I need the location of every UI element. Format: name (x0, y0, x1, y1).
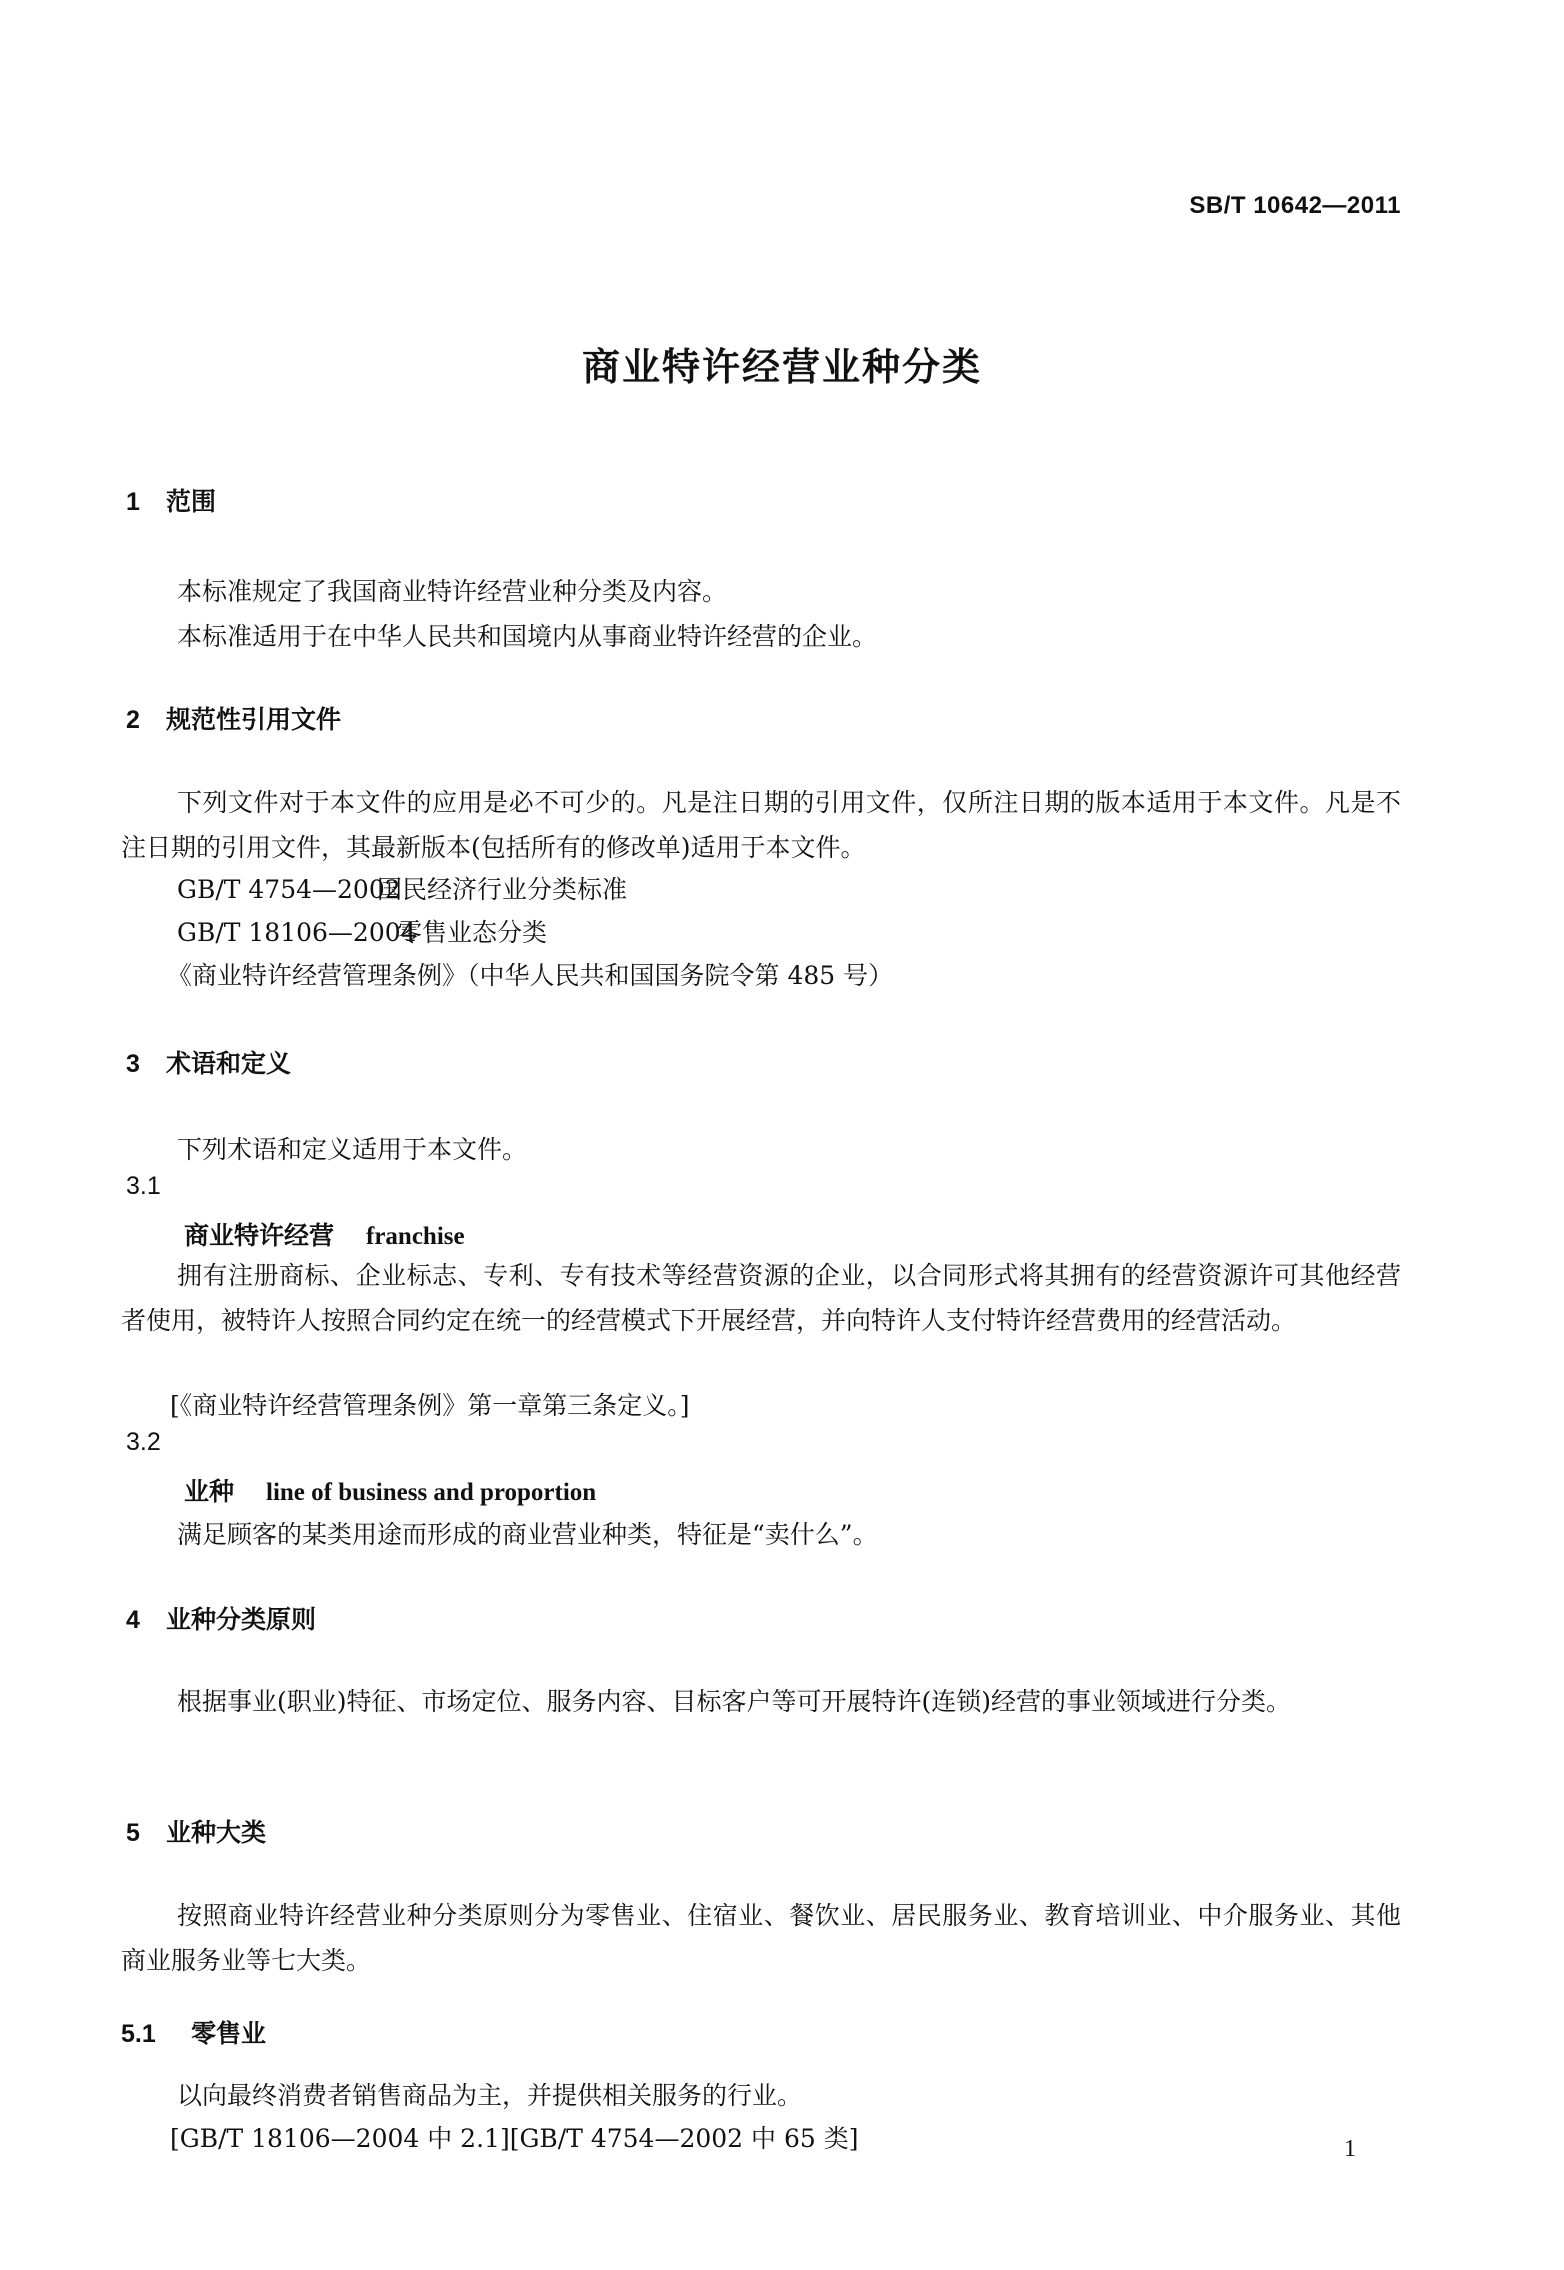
term-name: 业种 (184, 1477, 235, 1506)
reference-code: GB/T 18106—2004 (177, 918, 417, 947)
term-name: 商业特许经营 (184, 1221, 335, 1250)
term-source: [《商业特许经营管理条例》第一章第三条定义。] (170, 1391, 690, 1420)
section-number: 5 (126, 1819, 140, 1847)
subsection-title: 零售业 (191, 2019, 267, 2048)
document-title: 商业特许经营业种分类 (581, 345, 982, 389)
standard-number: SB/T 10642—2011 (1189, 192, 1401, 219)
term-definition: 满足顾客的某类用途而形成的商业营业种类，特征是“卖什么”。 (177, 1520, 878, 1549)
reference-item (177, 913, 547, 949)
section-2-intro: 下列文件对于本文件的应用是必不可少的。凡是注日期的引用文件，仅所注日期的版本适用于本文件。凡是不注日期的引用文件，其最新版本(包括所有的修改单)适用于本文件。 (121, 788, 1401, 862)
subsection-5-1-paragraph: 以向最终消费者销售商品为主，并提供相关服务的行业。 (177, 2081, 803, 2110)
term-english: line of business and proportion (266, 1479, 597, 1506)
section-3-intro: 下列术语和定义适用于本文件。 (177, 1135, 528, 1164)
section-1-paragraph-1: 本标准规定了我国商业特许经营业种分类及内容。 (177, 577, 728, 606)
section-5-paragraph: 按照商业特许经营业种分类原则分为零售业、住宿业、餐饮业、居民服务业、教育培训业、中介服务业、其他商业服务业等七大类。 (121, 1901, 1401, 1975)
reference-name: 零售业态分类 (397, 918, 548, 947)
section-title: 规范性引用文件 (166, 705, 342, 734)
page-number: 1 (1344, 2136, 1356, 2162)
section-2-heading (126, 700, 341, 736)
section-number: 1 (126, 488, 140, 516)
term-entry (184, 1472, 596, 1508)
reference-item: 《商业特许经营管理条例》（中华人民共和国国务院令第 485 号） (167, 961, 894, 990)
section-title: 范围 (166, 487, 217, 516)
section-number: 3 (126, 1050, 140, 1078)
section-1-heading (126, 482, 216, 518)
term-number: 3.1 (126, 1172, 161, 1200)
section-5-heading (126, 1813, 266, 1849)
reference-item (177, 870, 627, 906)
section-title: 术语和定义 (166, 1049, 292, 1078)
section-title: 业种分类原则 (166, 1605, 317, 1634)
term-number: 3.2 (126, 1428, 161, 1456)
subsection-5-1-heading (121, 2014, 266, 2050)
subsection-5-1-source: [GB/T 18106—2004 中 2.1][GB/T 4754—2002 中 65 类] (170, 2124, 859, 2153)
term-definition: 拥有注册商标、企业标志、专利、专有技术等经营资源的企业，以合同形式将其拥有的经营资源许可其他经营者使用，被特许人按照合同约定在统一的经营模式下开展经营，并向特许人支付特许经营费用的经营活动。 (121, 1261, 1401, 1335)
reference-code: GB/T 4754—2002 (177, 875, 401, 904)
section-title: 业种大类 (166, 1818, 267, 1847)
reference-name: 国民经济行业分类标准 (377, 875, 628, 904)
subsection-number: 5.1 (121, 2020, 156, 2048)
term-english: franchise (366, 1223, 465, 1250)
section-4-heading (126, 1600, 316, 1636)
section-1-paragraph-2: 本标准适用于在中华人民共和国境内从事商业特许经营的企业。 (177, 622, 878, 651)
section-3-heading (126, 1044, 291, 1080)
section-number: 4 (126, 1606, 140, 1634)
section-number: 2 (126, 706, 140, 734)
section-4-paragraph: 根据事业(职业)特征、市场定位、服务内容、目标客户等可开展特许(连锁)经营的事业领域进行分类。 (177, 1687, 1292, 1716)
term-entry (184, 1216, 465, 1252)
